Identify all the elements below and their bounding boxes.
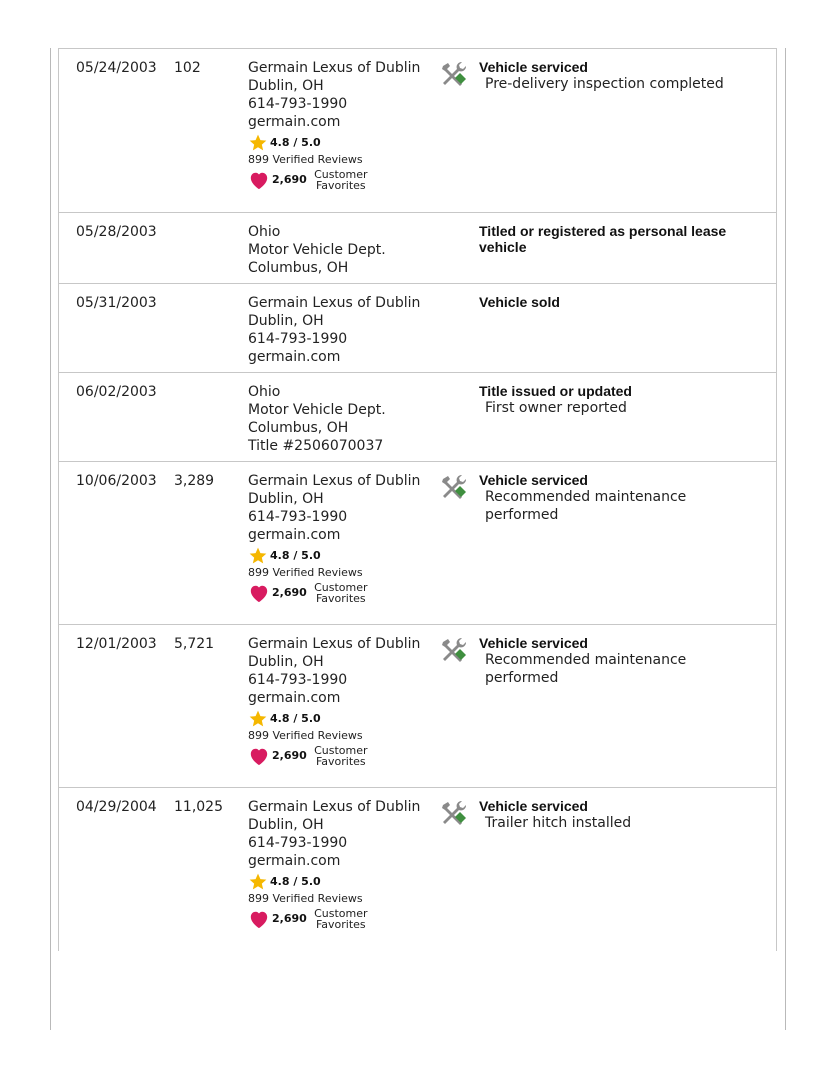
star-icon (248, 133, 268, 153)
source-line: Ohio (248, 384, 281, 400)
row-comments (479, 798, 764, 832)
dealer-rating (248, 709, 438, 729)
service-tools-icon (438, 472, 468, 502)
history-row (59, 625, 776, 788)
dealer-rating (248, 133, 438, 153)
row-date: 05/31/2003 (76, 295, 157, 311)
row-date: 05/28/2003 (76, 224, 157, 240)
event-title: Vehicle serviced (479, 472, 588, 488)
verified-reviews-link[interactable]: 899 Verified Reviews (248, 153, 363, 166)
dealer-city: Dublin, OH (248, 817, 324, 833)
row-date: 10/06/2003 (76, 473, 157, 489)
row-mileage: 11,025 (174, 799, 223, 815)
dealer-name-link[interactable]: Germain Lexus of Dublin (248, 636, 421, 652)
history-row (59, 213, 776, 284)
history-row (59, 49, 776, 213)
row-source (248, 383, 438, 455)
verified-reviews-link[interactable]: 899 Verified Reviews (248, 892, 363, 905)
heart-icon (248, 909, 270, 929)
row-comments (479, 635, 764, 687)
dealer-city: Dublin, OH (248, 491, 324, 507)
history-row (59, 462, 776, 625)
event-detail: Recommended maintenance performed (485, 489, 687, 523)
favorites-label: Customer Favorites (314, 581, 368, 605)
customer-favorites (248, 743, 438, 769)
dealer-website-link[interactable]: germain.com (248, 527, 341, 543)
heart-icon (248, 746, 270, 766)
favorites-count: 2,690 (272, 749, 307, 762)
event-title: Vehicle sold (479, 294, 560, 310)
event-detail: Pre-delivery inspection completed (485, 76, 724, 92)
favorites-label: Customer Favorites (314, 744, 368, 768)
rating-value: 4.8 / 5.0 (270, 549, 321, 562)
row-comments (479, 223, 764, 255)
rating-value: 4.8 / 5.0 (270, 136, 321, 149)
dealer-name-link[interactable]: Germain Lexus of Dublin (248, 60, 421, 76)
verified-reviews-link[interactable]: 899 Verified Reviews (248, 566, 363, 579)
dealer-name-link[interactable]: Germain Lexus of Dublin (248, 799, 421, 815)
verified-reviews-link[interactable]: 899 Verified Reviews (248, 729, 363, 742)
star-icon (248, 709, 268, 729)
star-icon (248, 546, 268, 566)
service-tools-icon (438, 635, 468, 665)
row-date: 04/29/2004 (76, 799, 157, 815)
row-mileage: 102 (174, 60, 201, 76)
service-tools-icon (438, 59, 468, 89)
dealer-name-link[interactable]: Germain Lexus of Dublin (248, 295, 421, 311)
event-detail: Recommended maintenance performed (485, 652, 687, 686)
dealer-phone[interactable]: 614-793-1990 (248, 331, 348, 347)
row-source (248, 223, 438, 277)
event-title: Vehicle serviced (479, 798, 588, 814)
favorites-count: 2,690 (272, 173, 307, 186)
rating-value: 4.8 / 5.0 (270, 875, 321, 888)
history-row (59, 284, 776, 373)
row-date: 05/24/2003 (76, 60, 157, 76)
event-detail: Trailer hitch installed (485, 815, 632, 831)
page-border-left (50, 48, 51, 1030)
dealer-name-link[interactable]: Germain Lexus of Dublin (248, 473, 421, 489)
source-line: Ohio (248, 224, 281, 240)
row-mileage: 3,289 (174, 473, 215, 489)
event-detail: First owner reported (485, 400, 627, 416)
dealer-city: Dublin, OH (248, 78, 324, 94)
service-tools-icon (438, 798, 468, 828)
customer-favorites (248, 580, 438, 606)
row-date: 12/01/2003 (76, 636, 157, 652)
dealer-phone[interactable]: 614-793-1990 (248, 672, 348, 688)
dealer-rating (248, 872, 438, 892)
row-comments (479, 294, 764, 310)
event-title: Titled or registered as personal lease vehicle (479, 223, 727, 255)
source-line: Columbus, OH (248, 420, 349, 436)
title-number: Title #2506070037 (248, 438, 384, 454)
history-row (59, 788, 776, 951)
event-title: Vehicle serviced (479, 59, 588, 75)
event-title: Title issued or updated (479, 383, 632, 399)
row-comments (479, 383, 764, 417)
dealer-website-link[interactable]: germain.com (248, 349, 341, 365)
page-border-right (785, 48, 786, 1030)
heart-icon (248, 170, 270, 190)
row-comments (479, 59, 764, 93)
dealer-phone[interactable]: 614-793-1990 (248, 96, 348, 112)
row-source (248, 635, 438, 769)
dealer-city: Dublin, OH (248, 654, 324, 670)
dealer-phone[interactable]: 614-793-1990 (248, 835, 348, 851)
favorites-count: 2,690 (272, 586, 307, 599)
row-mileage: 5,721 (174, 636, 215, 652)
row-source (248, 294, 438, 366)
row-source (248, 798, 438, 932)
history-row (59, 373, 776, 462)
favorites-count: 2,690 (272, 912, 307, 925)
row-source (248, 59, 438, 193)
dealer-rating (248, 546, 438, 566)
row-source (248, 472, 438, 606)
favorites-label: Customer Favorites (314, 168, 368, 192)
source-line: Motor Vehicle Dept. (248, 242, 386, 258)
favorites-label: Customer Favorites (314, 907, 368, 931)
star-icon (248, 872, 268, 892)
dealer-phone[interactable]: 614-793-1990 (248, 509, 348, 525)
source-line: Motor Vehicle Dept. (248, 402, 386, 418)
dealer-website-link[interactable]: germain.com (248, 114, 341, 130)
history-table (58, 48, 777, 951)
customer-favorites (248, 167, 438, 193)
row-date: 06/02/2003 (76, 384, 157, 400)
event-title: Vehicle serviced (479, 635, 588, 651)
rating-value: 4.8 / 5.0 (270, 712, 321, 725)
dealer-website-link[interactable]: germain.com (248, 853, 341, 869)
source-line: Columbus, OH (248, 260, 349, 276)
dealer-website-link[interactable]: germain.com (248, 690, 341, 706)
heart-icon (248, 583, 270, 603)
customer-favorites (248, 906, 438, 932)
row-comments (479, 472, 764, 524)
source-line: Dublin, OH (248, 313, 324, 329)
